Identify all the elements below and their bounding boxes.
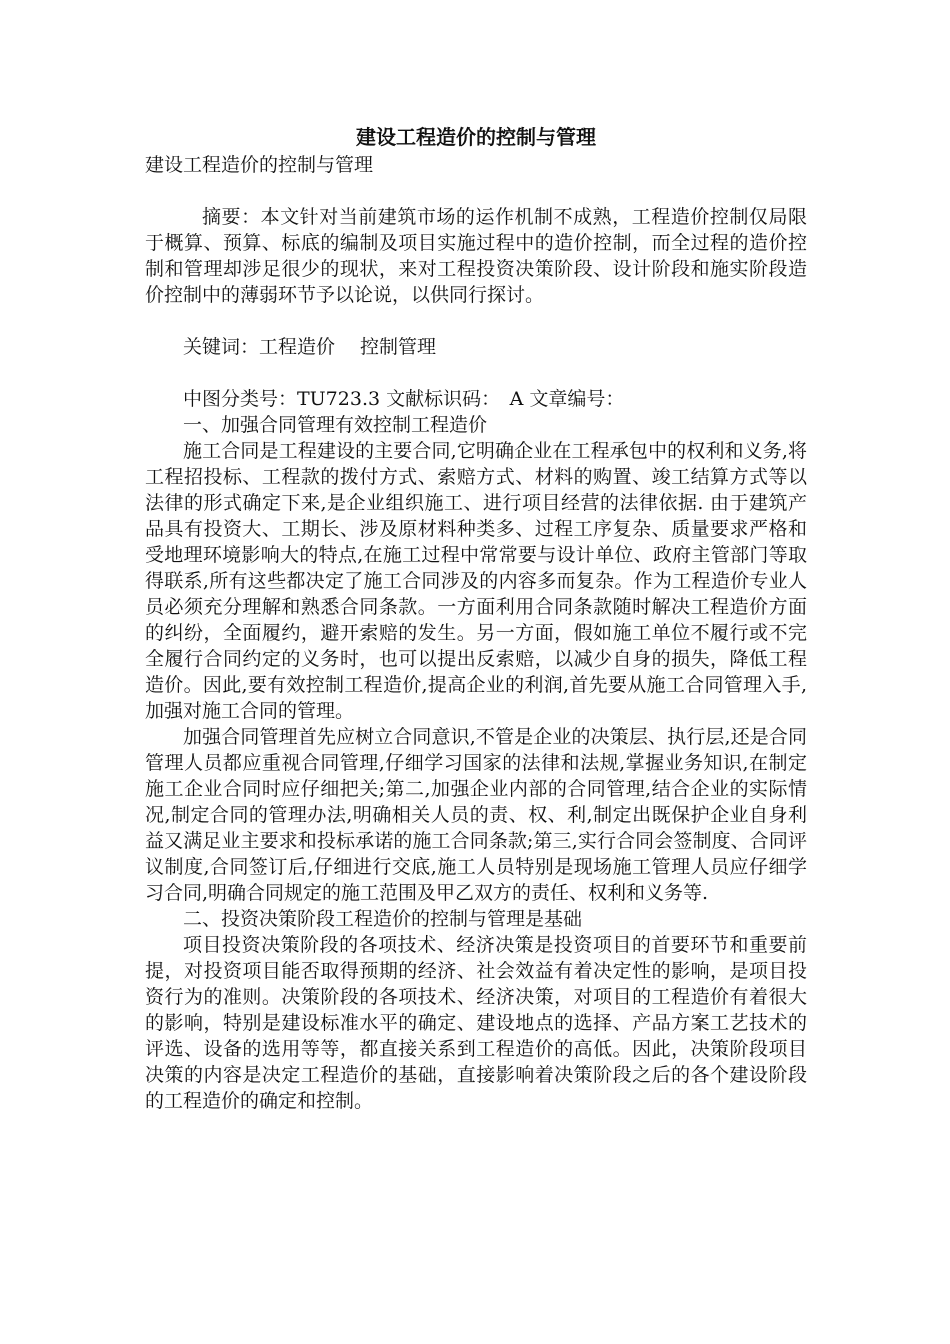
section-2-paragraph-1: 项目投资决策阶段的各项技术、经济决策是投资项目的首要环节和重要前提，对投资项目能否取得预期的经济、社会效益有着决定性的影响，是项目投资行为的准则。决策阶段的各项技术、经济决策，对项目的工程造价有着很大的影响，特别是建设标准水平的确定、建设地点的选择、产品方案工艺技术的评选、设备的选用等等，都直接关系到工程造价的高低。因此，决策阶段项目决策的内容是决定工程造价的基础，直接影响着决策阶段之后的各个建设阶段的工程造价的确定和控制。 bbox=[145, 934, 807, 1112]
section-1-heading: 一、加强合同管理有效控制工程造价 bbox=[183, 414, 488, 436]
section-1-paragraph-2: 加强合同管理首先应树立合同意识,不管是企业的决策层、执行层,还是合同管理人员都应重视合同管理,仔细学习国家的法律和法规,掌握业务知识,在制定施工企业合同时应仔细把关;第二,加强企业内部的合同管理,结合企业的实际情况,制定合同的管理办法,明确相关人员的责、权、利,制定出既保护企业自身利益又满足业主要求和投标承诺的施工合同条款;第三,实行合同会签制度、合同评议制度,合同签订后,仔细进行交底,施工人员特别是现场施工管理人员应仔细学习合同,明确合同规定的施工范围及甲乙双方的责任、权利和义务等. bbox=[145, 726, 807, 904]
section-2-heading: 二、投资决策阶段工程造价的控制与管理是基础 bbox=[183, 908, 583, 930]
classification-line: 中图分类号：TU723.3 文献标识码： A 文章编号： bbox=[183, 388, 625, 410]
section-1-paragraph-1: 施工合同是工程建设的主要合同,它明确企业在工程承包中的权利和义务,将工程招投标、工程款的拨付方式、索赔方式、材料的购置、竣工结算方式等以法律的形式确定下来,是企业组织施工、进行项目经营的法律依据. 由于建筑产品具有投资大、工期长、涉及原材料种类多、过程工序复杂、质量要求严格和受地理环境影响大的特点,在施工过程中常常要与设计单位、政府主管部门等取得联系,所有这些都决定了施工合同涉及的内容多而复杂。作为工程造价专业人员必须充分理解和熟悉合同条款。一方面利用合同条款随时解决工程造价方面的纠纷，全面履约，避开索赔的发生。另一方面，假如施工单位不履行或不完全履行合同约定的义务时，也可以提出反索赔，以减少自身的损失，降低工程造价。因此,要有效控制工程造价,提高企业的利润,首先要从施工合同管理入手,加强对施工合同的管理。 bbox=[145, 440, 807, 722]
document-title: 建设工程造价的控制与管理 bbox=[356, 125, 596, 149]
keywords-line: 关键词：工程造价 控制管理 bbox=[183, 336, 437, 358]
abstract-paragraph: 摘要：本文针对当前建筑市场的运作机制不成熟，工程造价控制仅局限于概算、预算、标底的编制及项目实施过程中的造价控制，而全过程的造价控制和管理却涉足很少的现状，来对工程投资决策阶段、设计阶段和施实阶段造价控制中的薄弱环节予以论说，以供同行探讨。 bbox=[145, 206, 807, 306]
document-subtitle: 建设工程造价的控制与管理 bbox=[145, 154, 374, 176]
document-page bbox=[145, 122, 807, 1114]
